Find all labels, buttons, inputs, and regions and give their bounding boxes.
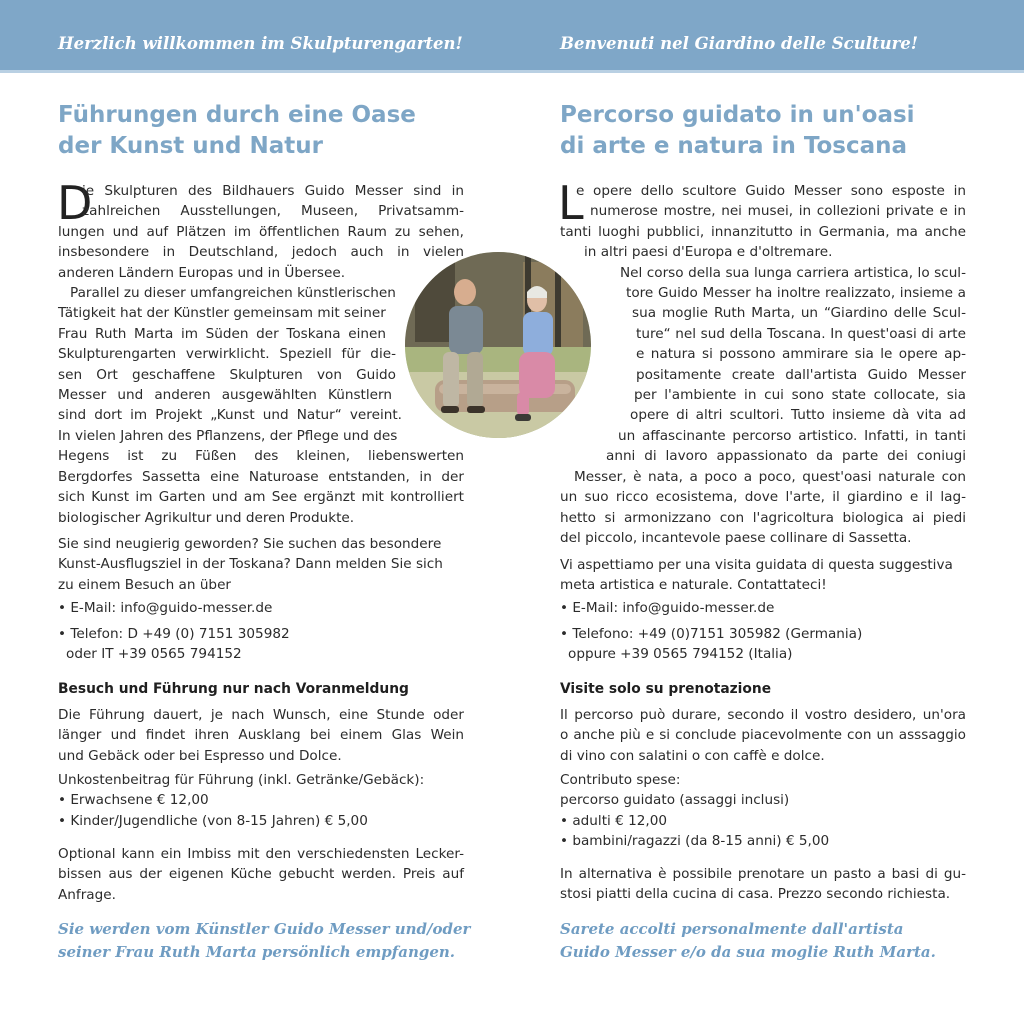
banner-divider xyxy=(0,70,1024,73)
drop-cap-de: D xyxy=(57,176,93,230)
page-title-it: Percorso guidato in un'oasi di arte e natura in Toscana xyxy=(560,102,915,159)
email-contact-de: • E-Mail: info@guido-messer.de xyxy=(58,600,273,616)
tour-paragraph-it: Il percorso può durare, secondo il vostro desidero, un'ora o anche più e si conclude piacevolmente con un asssaggio di vino con salatini o con caffè e dolce. xyxy=(560,707,966,764)
banner-title-de: Herzlich willkommen im Skulpturengarten! xyxy=(58,34,463,53)
phone-contact-de: • Telefon: D +49 (0) 7151 305982 oder IT +39 0565 794152 xyxy=(58,626,290,663)
subheading-de: Besuch und Führung nur nach Voranmeldung xyxy=(58,681,409,697)
phone-contact-it: • Telefono: +49 (0)7151 305982 (Germania) oppure +39 0565 794152 (Italia) xyxy=(560,626,863,663)
drop-cap-it: L xyxy=(558,176,584,230)
fees-list-de: Unkostenbeitrag für Führung (inkl. Getränke/Gebäck): • Erwachsene € 12,00 • Kinder/Jugendliche (von 8-15 Jahren) € 5,00 xyxy=(58,772,425,829)
banner-title-it: Benvenuti nel Giardino delle Sculture! xyxy=(560,34,919,53)
closing-note-de: Sie werden vom Künstler Guido Messer und/oder seiner Frau Ruth Marta persönlich empfangen. xyxy=(58,920,471,961)
cta-paragraph-it: Vi aspettiamo per una visita guidata di questa suggestiva meta artistica e naturale. Contattateci! xyxy=(560,557,953,594)
fees-list-it: Contributo spese: percorso guidato (assaggi inclusi) • adulti € 12,00 • bambini/ragazzi (da 8-15 anni) € 5,00 xyxy=(560,772,830,850)
intro-paragraph-de: ie Skulpturen des Bildhauers Guido Messer sind in zahlreichen Ausstellungen, Museen, Privatsamm- lungen und auf Plätzen im öffentlichen Raum zu sehen, insbesondere in Deutschland, jedoch auch in vielen anderen Ländern Europas und in Übersee. Parallel zu dieser umfangreichen künstlerischen Tätigkeit hat der Künstler gemeinsam mit seiner Frau Ruth Marta im Süden der Toskana einen Skulpturengarten verwirklicht. Speziell für die- sen Ort geschaffene Skulpturen von Guido Messer und anderen ausgewählten Künstlern sind dort im Projekt „Kunst und Natur“ vereint. In vielen Jahren des Pflanzens, der Pflege und des Hegens ist zu Füßen des kleinen, liebenswerten Bergdorfes Sassetta eine Naturoase entstanden, in der sich Kunst im Garten und am See ergänzt mit kontrolliert biologischer Agrikultur und deren Produkte. xyxy=(58,183,464,526)
cta-paragraph-de: Sie sind neugierig geworden? Sie suchen das besondere Kunst-Ausflugsziel in der Toskana? Dann melden Sie sich zu einem Besuch an über xyxy=(58,536,443,593)
intro-paragraph-it: e opere dello scultore Guido Messer sono esposte in numerose mostre, nei musei, in collezioni private e in tanti luoghi pubblici, innanzitutto in Germania, ma anche in altri paesi d'Europa e d'oltremare. Nel corso della sua lunga carriera artistica, lo scul- tore Guido Messer ha inoltre realizzato, insieme a sua moglie Ruth Marta, un “Giardino delle Scul- ture“ nel sud della Toscana. In quest'oasi di arte e natura si possono ammirare sia le opere ap- positamente create dall'artista Guido Messer per l'ambiente in cui sono state collocate, sia opere di altri scultori. Tutto insieme dà vita ad un affascinante percorso artistico. Infatti, in tanti anni di lavoro appassionato da parte dei coniugi Messer, è nata, a poco a poco, quest'oasi naturale con un suo ricco ecosistema, dove l'arte, il giardino e il lag- hetto si armonizzano con l'agricoltura biologica ai piedi del piccolo, incantevole paese collinare di Sassetta. xyxy=(560,183,966,546)
snack-paragraph-de: Optional kann ein Imbiss mit den verschiedensten Lecker- bissen aus der eigenen Küche gebucht werden. Preis auf Anfrage. xyxy=(58,846,464,903)
email-contact-it: • E-Mail: info@guido-messer.de xyxy=(560,600,775,616)
snack-paragraph-it: In alternativa è possibile prenotare un pasto a basi di gu- stosi piatti della cucina di casa. Prezzo secondo richiesta. xyxy=(560,866,966,903)
subheading-it: Visite solo su prenotazione xyxy=(560,681,772,697)
closing-note-it: Sarete accolti personalmente dall'artista Guido Messer e/o da sua moglie Ruth Marta. xyxy=(560,920,936,961)
tour-paragraph-de: Die Führung dauert, je nach Wunsch, eine Stunde oder länger und findet ihren Ausklang bei einem Glas Wein und Gebäck oder bei Espresso und Dolce. xyxy=(58,707,464,764)
page-title-de: Führungen durch eine Oase der Kunst und Natur xyxy=(58,102,416,159)
